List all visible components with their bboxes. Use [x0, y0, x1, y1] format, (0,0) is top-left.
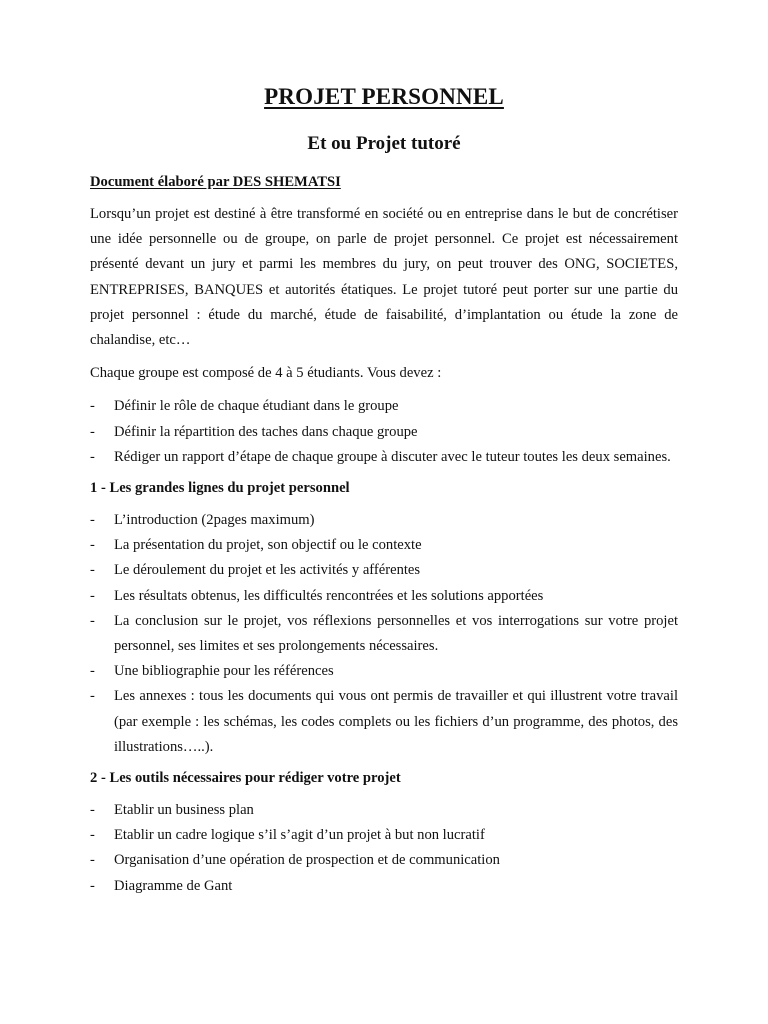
- list-item: [90, 823, 678, 848]
- list-item: [90, 848, 678, 873]
- list-item-text: Organisation d’une opération de prospection et de communication: [114, 852, 500, 869]
- dash-bullet: -: [90, 398, 95, 415]
- dash-bullet: -: [90, 562, 95, 579]
- list-item: [90, 659, 678, 684]
- list-item-text: Les résultats obtenus, les difficultés rencontrées et les solutions apportées: [114, 587, 544, 604]
- dash-bullet: -: [90, 537, 95, 554]
- dash-bullet: -: [90, 827, 95, 844]
- list-item-text: Les annexes : tous les documents qui vous ont permis de travailler et qui illustrent votre travail (par exemple : les schémas, les codes complets ou les fichiers d’un programme, des photos, des illustrations…..).: [114, 688, 678, 755]
- list-item-text: Etablir un cadre logique s’il s’agit d’un projet à but non lucratif: [114, 827, 485, 844]
- section-2-heading: 2 - Les outils nécessaires pour rédiger votre projet: [90, 770, 401, 787]
- list-item: [90, 558, 678, 583]
- list-item-text: Le déroulement du projet et les activités y afférentes: [114, 562, 421, 579]
- list-item-text: Etablir un business plan: [114, 802, 254, 819]
- list-item: [90, 508, 678, 533]
- dash-bullet: -: [90, 587, 95, 604]
- section-1-list: [90, 508, 678, 760]
- dash-bullet: -: [90, 512, 95, 529]
- list-item: [90, 420, 678, 445]
- dash-bullet: -: [90, 448, 95, 465]
- list-item-text: La conclusion sur le projet, vos réflexions personnelles et vos interrogations sur votre projet personnel, ses limites et ses prolongements nécessaires.: [114, 612, 678, 655]
- list-item: [90, 533, 678, 558]
- list-item-text: L’introduction (2pages maximum): [114, 512, 315, 529]
- list-item-text: Une bibliographie pour les références: [114, 663, 334, 680]
- list-item: [90, 394, 678, 419]
- list-item-text: Définir la répartition des taches dans chaque groupe: [114, 423, 418, 440]
- list-item: [90, 445, 678, 470]
- list-item: [90, 874, 678, 899]
- document-body: [90, 172, 678, 899]
- section-1-heading: 1 - Les grandes lignes du projet personnel: [90, 480, 350, 497]
- list-item: [90, 798, 678, 823]
- list-item-text: Rédiger un rapport d’étape de chaque groupe à discuter avec le tuteur toutes les deux semaines.: [114, 448, 671, 465]
- list-item-text: La présentation du projet, son objectif ou le contexte: [114, 537, 422, 554]
- document-subtitle: Et ou Projet tutoré: [307, 133, 461, 154]
- author-line: Document élaboré par DES SHEMATSI: [90, 174, 341, 190]
- group-paragraph: Chaque groupe est composé de 4 à 5 étudiants. Vous devez :: [90, 365, 442, 382]
- list-item: [90, 584, 678, 609]
- section-2-list: [90, 798, 678, 899]
- dash-bullet: -: [90, 802, 95, 819]
- list-item-text: Diagramme de Gant: [114, 877, 233, 894]
- dash-bullet: -: [90, 423, 95, 440]
- list-item: [90, 609, 678, 659]
- dash-bullet: -: [90, 852, 95, 869]
- intro-paragraph: Lorsqu’un projet est destiné à être transformé en société ou en entreprise dans le but de concrétiser une idée personnelle ou de groupe, on parle de projet personnel. Ce projet est nécessairement présenté devant un jury et parmi les membres du jury, on peut trouver des ONG, SOCIETES, ENTREPRISES, BANQUES et autorités étatiques. Le projet tutoré peut porter sur une partie du projet personnel : étude du marché, étude de faisabilité, d’implantation ou étude la zone de chalandise, etc…: [90, 206, 678, 349]
- dash-bullet: -: [90, 688, 95, 705]
- list-item: [90, 684, 678, 760]
- dash-bullet: -: [90, 663, 95, 680]
- group-task-list: [90, 394, 678, 470]
- list-item-text: Définir le rôle de chaque étudiant dans le groupe: [114, 398, 399, 415]
- dash-bullet: -: [90, 612, 95, 629]
- document-title: PROJET PERSONNEL: [264, 84, 504, 109]
- dash-bullet: -: [90, 877, 95, 894]
